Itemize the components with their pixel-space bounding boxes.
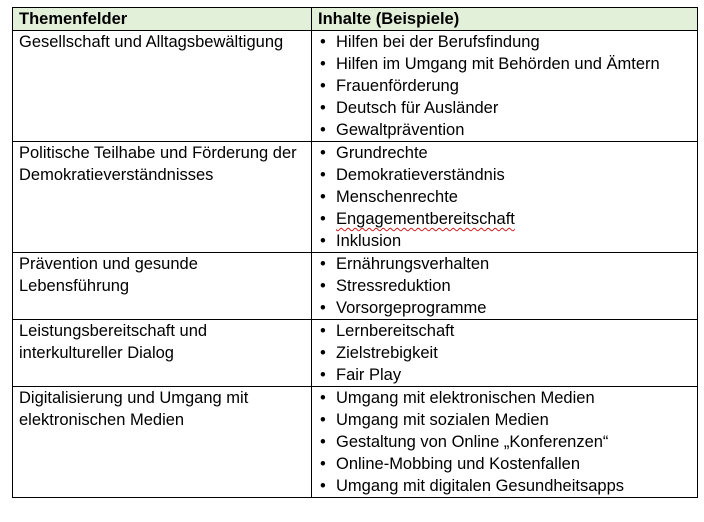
content-cell: [312, 320, 698, 387]
list-item-text: Umgang mit digitalen Gesundheitsapps: [336, 477, 625, 495]
bullet-icon: •: [320, 255, 326, 273]
topic-cell: Digitalisierung und Umgang mit elektronischen Medien: [13, 387, 312, 498]
bullet-icon: •: [320, 33, 326, 51]
list-item-text: Gestaltung von Online „Konferenzen“: [336, 433, 609, 451]
topic-cell: Prävention und gesunde Lebensführung: [13, 253, 312, 320]
list-item-text: Umgang mit elektronischen Medien: [336, 389, 595, 407]
list-item-text: Umgang mit sozialen Medien: [336, 411, 549, 429]
list-item: [318, 409, 691, 431]
list-item: [318, 342, 691, 364]
table-body: [13, 31, 698, 498]
content-list: [318, 320, 691, 386]
bullet-icon: •: [320, 188, 326, 206]
bullet-icon: •: [320, 55, 326, 73]
content-list: [318, 142, 691, 252]
header-inhalte: Inhalte (Beispiele): [312, 8, 698, 31]
bullet-icon: •: [320, 166, 326, 184]
list-item-text: Menschenrechte: [336, 188, 458, 206]
bullet-icon: •: [320, 366, 326, 384]
bullet-icon: •: [320, 389, 326, 407]
content-list: [318, 31, 691, 141]
content-list: [318, 253, 691, 319]
bullet-icon: •: [320, 455, 326, 473]
table-row: [13, 387, 698, 498]
list-item-text: Inklusion: [336, 232, 402, 250]
list-item: [318, 97, 691, 119]
list-item: [318, 431, 691, 453]
content-list: [318, 387, 691, 497]
list-item: [318, 297, 691, 319]
list-item: [318, 364, 691, 386]
list-item: [318, 53, 691, 75]
content-cell: [312, 142, 698, 253]
bullet-icon: •: [320, 277, 326, 295]
bullet-icon: •: [320, 411, 326, 429]
list-item: [318, 142, 691, 164]
list-item: [318, 186, 691, 208]
list-item-text: Engagementbereitschaft: [336, 210, 515, 228]
list-item-text: Frauenförderung: [336, 77, 459, 95]
list-item: [318, 253, 691, 275]
bullet-icon: •: [320, 477, 326, 495]
content-cell: [312, 253, 698, 320]
bullet-icon: •: [320, 433, 326, 451]
list-item: [318, 453, 691, 475]
topic-cell: Leistungsbereitschaft und interkultureller Dialog: [13, 320, 312, 387]
list-item: [318, 320, 691, 342]
list-item: [318, 387, 691, 409]
topics-table: [12, 7, 698, 498]
content-cell: [312, 31, 698, 142]
list-item: [318, 164, 691, 186]
list-item: [318, 119, 691, 141]
bullet-icon: •: [320, 322, 326, 340]
list-item: [318, 230, 691, 252]
bullet-icon: •: [320, 232, 326, 250]
bullet-icon: •: [320, 210, 326, 228]
list-item: [318, 275, 691, 297]
bullet-icon: •: [320, 144, 326, 162]
list-item: [318, 208, 691, 230]
header-row: [13, 8, 698, 31]
bullet-icon: •: [320, 99, 326, 117]
list-item-text: Grundrechte: [336, 144, 428, 162]
list-item-text: Vorsorgeprogramme: [336, 299, 487, 317]
list-item-text: Lernbereitschaft: [336, 322, 455, 340]
table-row: [13, 31, 698, 142]
table-row: [13, 253, 698, 320]
bullet-icon: •: [320, 121, 326, 139]
topic-cell: Politische Teilhabe und Förderung der Demokratieverständnisses: [13, 142, 312, 253]
list-item-text: Demokratieverständnis: [336, 166, 505, 184]
list-item-text: Ernährungsverhalten: [336, 255, 490, 273]
list-item-text: Fair Play: [336, 366, 402, 384]
list-item-text: Hilfen im Umgang mit Behörden und Ämtern: [336, 55, 660, 73]
list-item-text: Hilfen bei der Berufsfindung: [336, 33, 540, 51]
topic-cell: Gesellschaft und Alltagsbewältigung: [13, 31, 312, 142]
list-item-text: Zielstrebigkeit: [336, 344, 438, 362]
bullet-icon: •: [320, 299, 326, 317]
content-cell: [312, 387, 698, 498]
list-item: [318, 31, 691, 53]
list-item-text: Gewaltprävention: [336, 121, 465, 139]
table-row: [13, 142, 698, 253]
list-item-text: Deutsch für Ausländer: [336, 99, 499, 117]
list-item-text: Online-Mobbing und Kostenfallen: [336, 455, 580, 473]
bullet-icon: •: [320, 77, 326, 95]
table-row: [13, 320, 698, 387]
list-item: [318, 475, 691, 497]
list-item: [318, 75, 691, 97]
bullet-icon: •: [320, 344, 326, 362]
list-item-text: Stressreduktion: [336, 277, 451, 295]
header-themenfelder: Themenfelder: [13, 8, 312, 31]
